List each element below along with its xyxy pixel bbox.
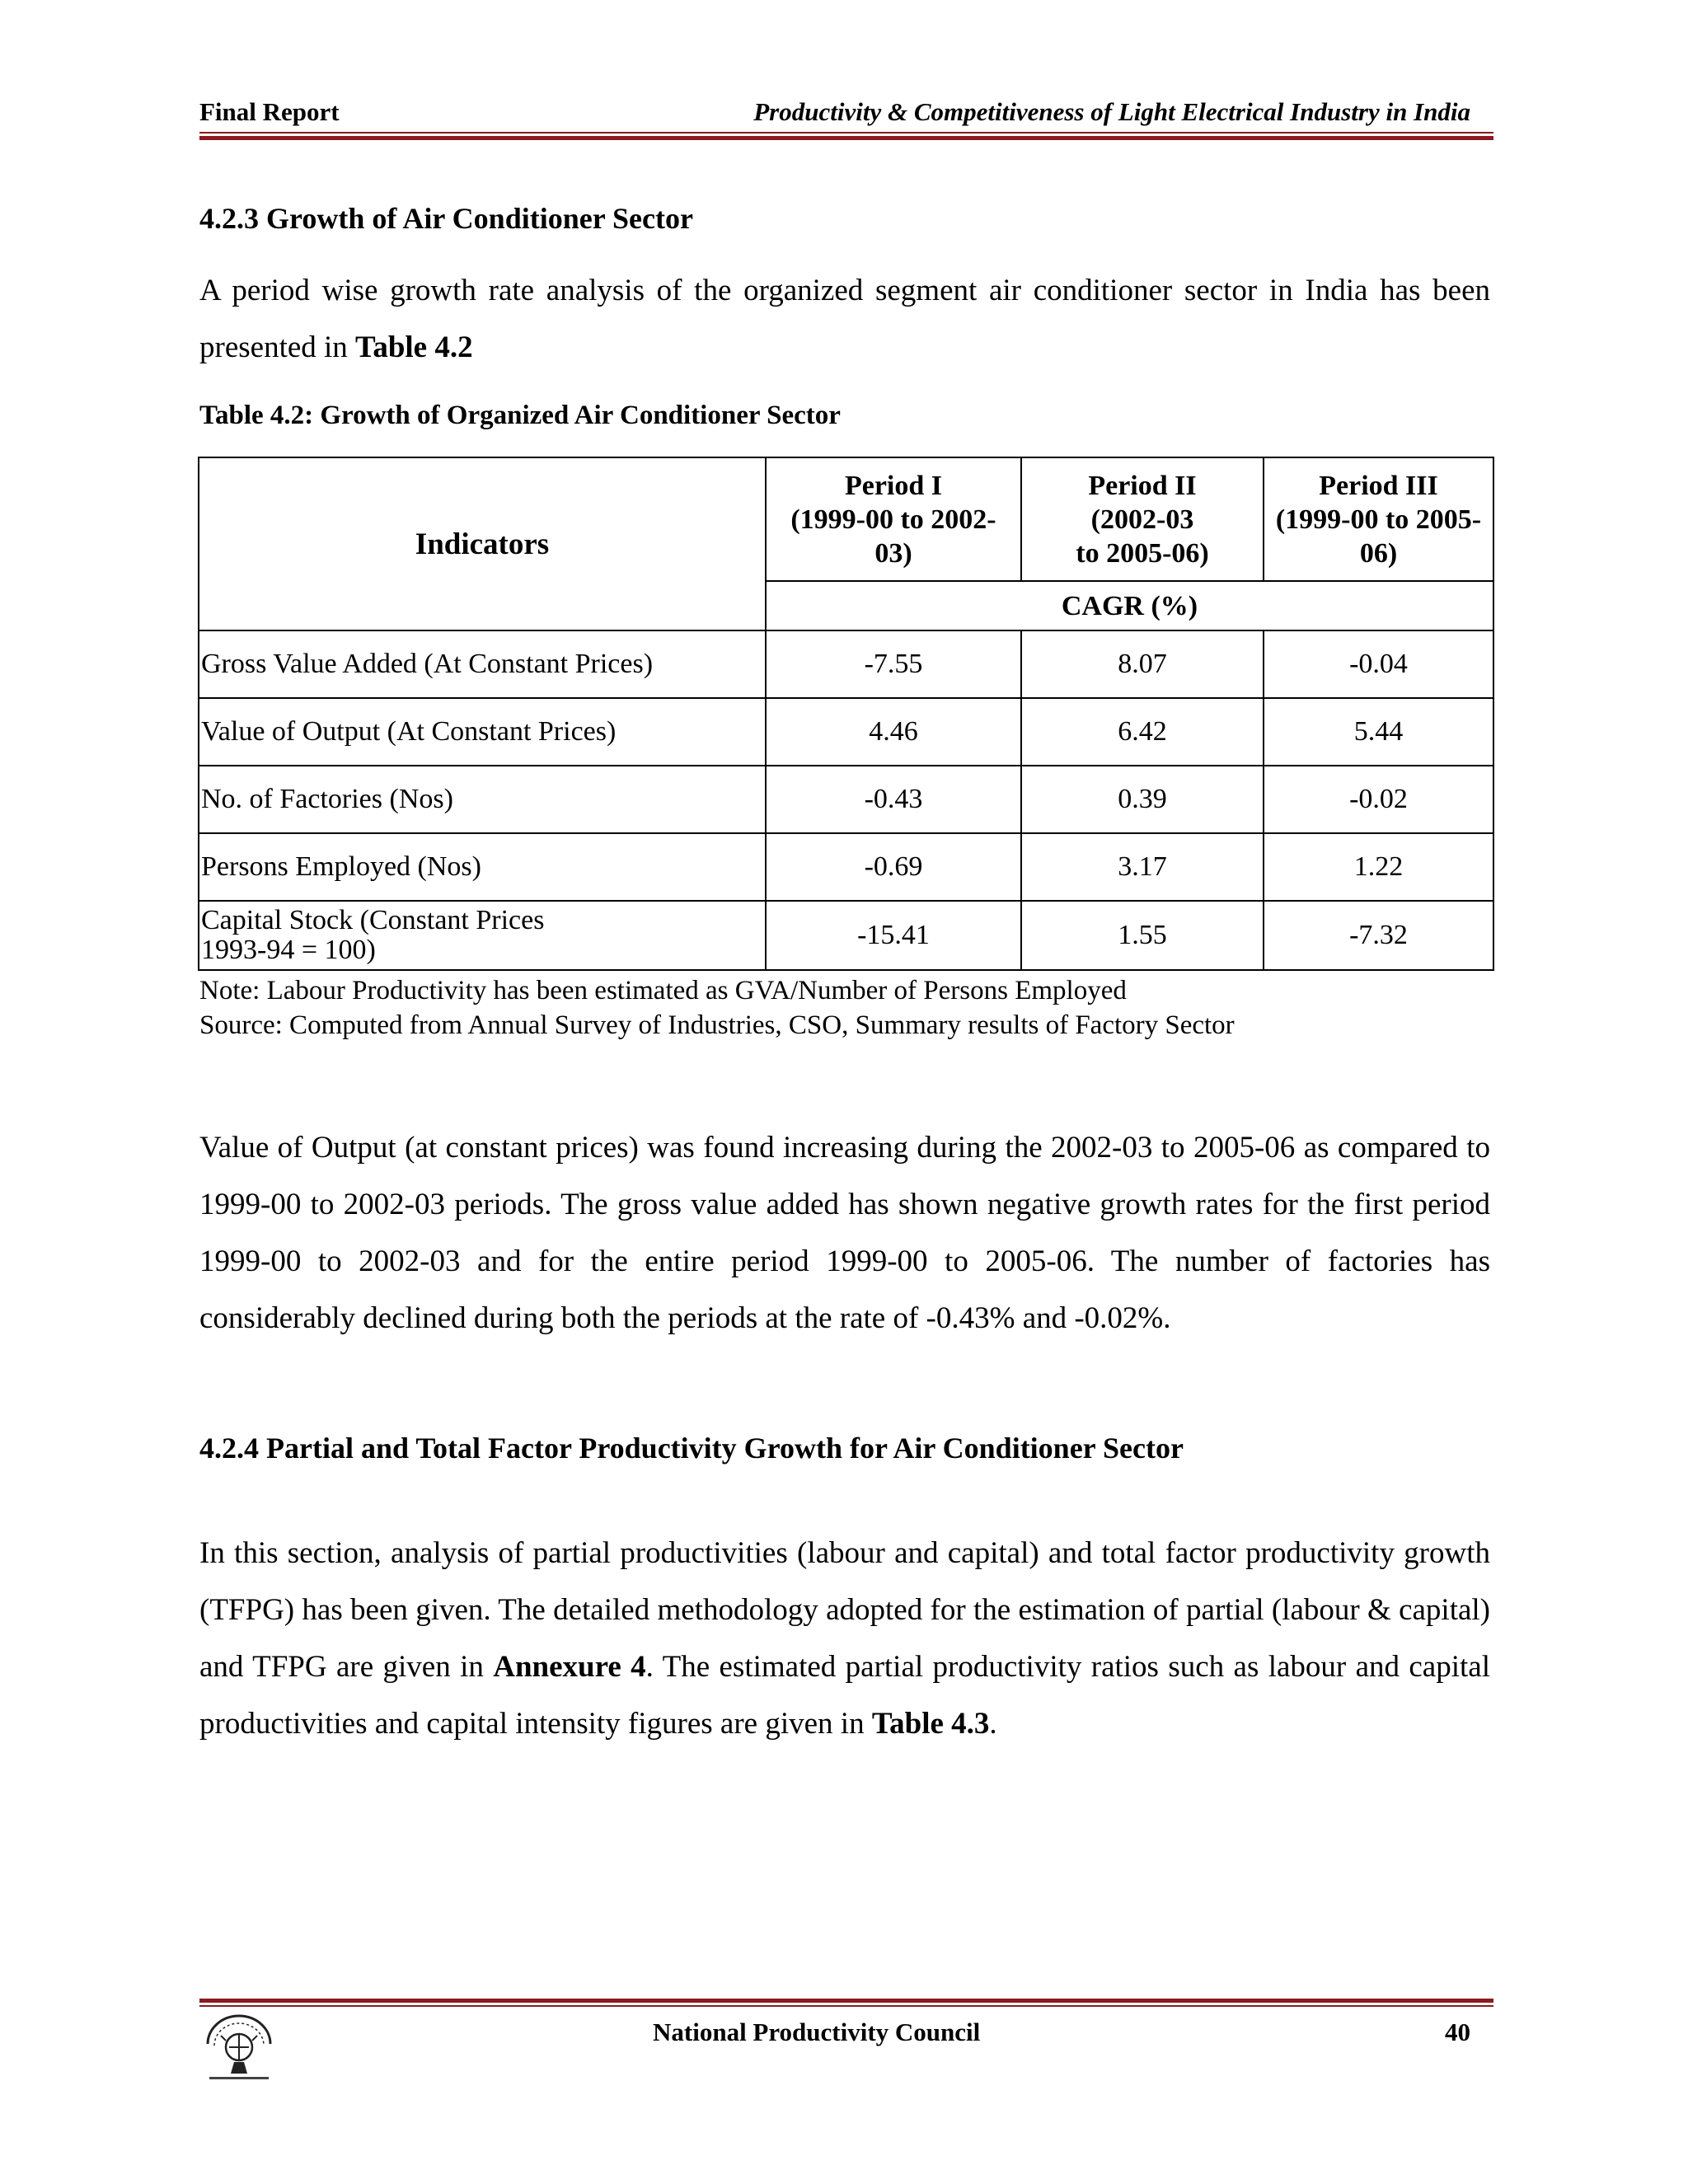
footer-rule-thin	[199, 2005, 1493, 2007]
row-indicator: Gross Value Added (At Constant Prices)	[199, 630, 766, 698]
cell-value: 4.46	[766, 698, 1021, 766]
tfpg-text-2: . The estimated partial productivity ratios such as labour and capital productivities and capital intensity figures are given in	[199, 1650, 1490, 1741]
table-caption: Table 4.2: Growth of Organized Air Conditioner Sector	[199, 401, 841, 430]
period-1-header	[766, 457, 1021, 581]
growth-table	[198, 457, 1494, 971]
cell-value: 8.07	[1021, 630, 1264, 698]
period-3-label: Period III	[1319, 470, 1438, 501]
intro-paragraph	[199, 262, 1490, 376]
analysis-paragraph: Value of Output (at constant prices) was found increasing during the 2002-03 to 2005-06 as compared to 1999-00 to 2002-03 periods. The gross value added has shown negative growth rates for the first period 1999-00 to 2002-03 and for the entire period 1999-00 to 2005-06. The number of factories has considerably declined during both the periods at the rate of -0.43% and -0.02%.	[199, 1131, 1490, 1335]
tfpg-text-1: In this section, analysis of partial productivities (labour and capital) and total factor productivity growth (TFPG) has been given. The detailed methodology adopted for the estimation of partial (labour & capital) and TFPG are given in	[199, 1536, 1490, 1684]
table-note: Note: Labour Productivity has been estimated as GVA/Number of Persons Employed	[199, 976, 1127, 1005]
period-2-header	[1021, 457, 1264, 581]
cell-value: 3.17	[1021, 833, 1264, 901]
cell-value: 1.55	[1021, 901, 1264, 970]
table-ref: Table 4.3	[871, 1707, 990, 1741]
footer-organization: National Productivity Council	[653, 2018, 981, 2046]
header-document-title: Productivity & Competitiveness of Light Electrical Industry in India	[753, 97, 1470, 126]
cell-value: -7.32	[1264, 901, 1493, 970]
row-indicator-line1: Capital Stock (Constant Prices	[201, 905, 545, 935]
cell-value: -0.02	[1264, 766, 1493, 833]
table-row	[199, 766, 1493, 833]
cell-value: -0.04	[1264, 630, 1493, 698]
table-row	[199, 698, 1493, 766]
table-row	[199, 833, 1493, 901]
tfpg-text-3: .	[989, 1707, 997, 1741]
period-3-range-end: 06)	[1359, 537, 1398, 569]
table-row	[199, 630, 1493, 698]
intro-text: A period wise growth rate analysis of the organized segment air conditioner sector in India has been presented in	[199, 274, 1490, 364]
period-2-range: (2002-03	[1090, 504, 1194, 535]
tfpg-paragraph	[199, 1525, 1490, 1752]
section-heading-4-2-4: 4.2.4 Partial and Total Factor Productivity Growth for Air Conditioner Sector	[199, 1432, 1184, 1465]
period-3-header	[1264, 457, 1493, 581]
cell-value: 0.39	[1021, 766, 1264, 833]
row-indicator-line2: 1993-94 = 100)	[201, 935, 376, 965]
row-indicator: No. of Factories (Nos)	[199, 766, 766, 833]
section-heading-4-2-3: 4.2.3 Growth of Air Conditioner Sector	[199, 202, 693, 235]
period-2-range-end: to 2005-06)	[1076, 537, 1209, 569]
period-2-label: Period II	[1088, 470, 1197, 501]
page-number: 40	[1445, 2018, 1470, 2046]
intro-table-ref: Table 4.2	[355, 330, 473, 364]
table-row	[199, 901, 1493, 970]
cell-value: 6.42	[1021, 698, 1264, 766]
cagr-unit-header: CAGR (%)	[766, 581, 1493, 630]
header-rule-thin	[199, 132, 1493, 134]
cell-value: -0.43	[766, 766, 1021, 833]
row-indicator: Value of Output (At Constant Prices)	[199, 698, 766, 766]
cell-value: -7.55	[766, 630, 1021, 698]
row-indicator: Persons Employed (Nos)	[199, 833, 766, 901]
period-1-range-end: 03)	[874, 537, 912, 569]
cell-value: 1.22	[1264, 833, 1493, 901]
period-1-range: (1999-00 to 2002-	[790, 504, 996, 535]
cell-value: -0.69	[766, 833, 1021, 901]
header-report-title: Final Report	[199, 97, 340, 126]
period-3-range: (1999-00 to 2005-	[1275, 504, 1482, 535]
period-1-label: Period I	[844, 470, 943, 501]
table-header-row	[199, 457, 1493, 581]
indicators-header: Indicators	[199, 457, 766, 630]
footer-rule-thick	[199, 1999, 1493, 2003]
cell-value: 5.44	[1264, 698, 1493, 766]
row-indicator	[199, 901, 766, 970]
table-source: Source: Computed from Annual Survey of Industries, CSO, Summary results of Factory Sector	[199, 1010, 1235, 1040]
header-rule-thick	[199, 136, 1493, 140]
annexure-ref: Annexure 4	[493, 1650, 646, 1684]
cell-value: -15.41	[766, 901, 1021, 970]
npc-logo-icon	[193, 2011, 285, 2082]
